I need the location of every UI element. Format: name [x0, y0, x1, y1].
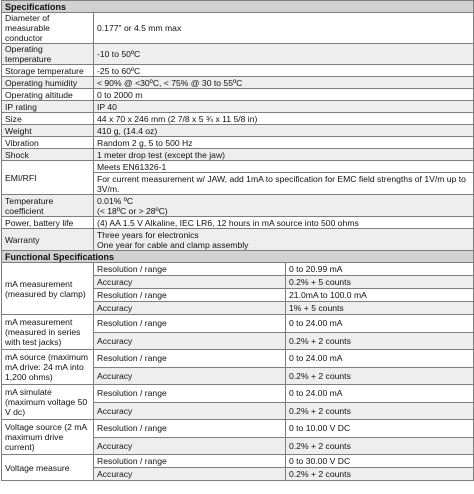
- spec-value: Meets EN61326-1: [94, 161, 474, 173]
- functional-key: Accuracy: [94, 437, 286, 455]
- spec-value: -25 to 60ºC: [94, 65, 474, 77]
- functional-group-label: mA simulate (maximum voltage 50 V dc): [2, 385, 94, 420]
- functional-row: [2, 263, 474, 276]
- spec-label: Diameter of measurable conductor: [2, 13, 94, 44]
- spec-label: Vibration: [2, 137, 94, 149]
- spec-value: (4) AA 1.5 V Alkaline, IEC LR6, 12 hours in mA source into 500 ohms: [94, 217, 474, 229]
- spec-value: [94, 195, 474, 217]
- functional-value: 0.2% + 2 counts: [286, 468, 474, 481]
- functional-group-label: Voltage source (2 mA maximum drive current): [2, 420, 94, 455]
- functional-value: 0 to 20.99 mA: [286, 263, 474, 276]
- functional-value: 0 to 24.00 mA: [286, 385, 474, 403]
- spec-row: [2, 217, 474, 229]
- functional-value: 0.2% + 2 counts: [286, 437, 474, 455]
- spec-value-line: One year for cable and clamp assembly: [97, 239, 249, 250]
- spec-value-line: Three years for electronics: [97, 229, 199, 240]
- spec-value: 1 meter drop test (except the jaw): [94, 149, 474, 161]
- functional-value: 0.2% + 2 counts: [286, 332, 474, 350]
- functional-key: Accuracy: [94, 276, 286, 289]
- specifications-title: Specifications: [2, 1, 474, 13]
- spec-label: Temperature coefficient: [2, 195, 94, 217]
- spec-row: [2, 65, 474, 77]
- spec-row: [2, 13, 474, 44]
- spec-row: [2, 125, 474, 137]
- functional-row: [2, 350, 474, 368]
- functional-value: 1% + 5 counts: [286, 302, 474, 315]
- functional-key: Resolution / range: [94, 263, 286, 276]
- functional-row: [2, 420, 474, 438]
- spec-value: 44 x 70 x 246 mm (2 7/8 x 5 ¾ x 11 5/8 in): [94, 113, 474, 125]
- functional-key: Resolution / range: [94, 385, 286, 403]
- spec-value: -10 to 50ºC: [94, 44, 474, 65]
- spec-row: [2, 195, 474, 217]
- spec-value-line: (< 18ºC or > 28ºC): [97, 205, 168, 216]
- functional-key: Resolution / range: [94, 289, 286, 302]
- spec-label: Power, battery life: [2, 217, 94, 229]
- functional-value: 0 to 24.00 mA: [286, 350, 474, 368]
- spec-row: [2, 149, 474, 161]
- spec-value: 0 to 2000 m: [94, 89, 474, 101]
- functional-group-label: mA measurement (measured by clamp): [2, 263, 94, 315]
- spec-row: [2, 113, 474, 125]
- spec-row: [2, 137, 474, 149]
- functional-key: Accuracy: [94, 468, 286, 481]
- functional-key: Resolution / range: [94, 315, 286, 333]
- spec-row: [2, 44, 474, 65]
- functional-key: Accuracy: [94, 302, 286, 315]
- section-header-functional: [2, 251, 474, 263]
- spec-label: EMI/RFI: [2, 161, 94, 195]
- functional-key: Resolution / range: [94, 420, 286, 438]
- spec-label: Operating altitude: [2, 89, 94, 101]
- spec-label: Weight: [2, 125, 94, 137]
- spec-label: Operating temperature: [2, 44, 94, 65]
- spec-label: Storage temperature: [2, 65, 94, 77]
- functional-value: 0.2% + 2 counts: [286, 367, 474, 385]
- functional-value: 0.2% + 2 counts: [286, 402, 474, 420]
- functional-value: 0.2% + 5 counts: [286, 276, 474, 289]
- functional-key: Accuracy: [94, 367, 286, 385]
- spec-row: [2, 101, 474, 113]
- spec-row: [2, 229, 474, 251]
- functional-key: Accuracy: [94, 332, 286, 350]
- functional-row: [2, 455, 474, 468]
- functional-group-label: mA measurement (measured in series with test jacks): [2, 315, 94, 350]
- section-header-specifications: [2, 1, 474, 13]
- functional-key: Resolution / range: [94, 350, 286, 368]
- spec-label: Size: [2, 113, 94, 125]
- spec-label: Shock: [2, 149, 94, 161]
- functional-key: Resolution / range: [94, 455, 286, 468]
- functional-value: 21.0mA to 100.0 mA: [286, 289, 474, 302]
- spec-row: [2, 89, 474, 101]
- spec-label: Operating humidity: [2, 77, 94, 89]
- spec-row: [2, 161, 474, 173]
- spec-value: < 90% @ <30ºC, < 75% @ 30 to 55ºC: [94, 77, 474, 89]
- functional-value: 0 to 30.00 V DC: [286, 455, 474, 468]
- functional-row: [2, 385, 474, 403]
- spec-table: [1, 0, 474, 481]
- spec-value: [94, 229, 474, 251]
- functional-key: Accuracy: [94, 402, 286, 420]
- spec-value-line: 0.01% ºC: [97, 195, 134, 206]
- spec-label: Warranty: [2, 229, 94, 251]
- spec-value: 410 g, (14.4 oz): [94, 125, 474, 137]
- functional-group-label: mA source (maximum mA drive: 24 mA into 1,200 ohms): [2, 350, 94, 385]
- spec-value: 0.177" or 4.5 mm max: [94, 13, 474, 44]
- spec-row: [2, 77, 474, 89]
- functional-row: [2, 315, 474, 333]
- spec-value: For current measurement w/ JAW, add 1mA to specification for EMC field strengths of 1V/m up to 3V/m.: [94, 173, 474, 195]
- spec-label: IP rating: [2, 101, 94, 113]
- spec-value: IP 40: [94, 101, 474, 113]
- functional-value: 0 to 24.00 mA: [286, 315, 474, 333]
- functional-group-label: Voltage measure: [2, 455, 94, 481]
- spec-value: Random 2 g, 5 to 500 Hz: [94, 137, 474, 149]
- functional-title: Functional Specifications: [2, 251, 474, 263]
- functional-value: 0 to 10.00 V DC: [286, 420, 474, 438]
